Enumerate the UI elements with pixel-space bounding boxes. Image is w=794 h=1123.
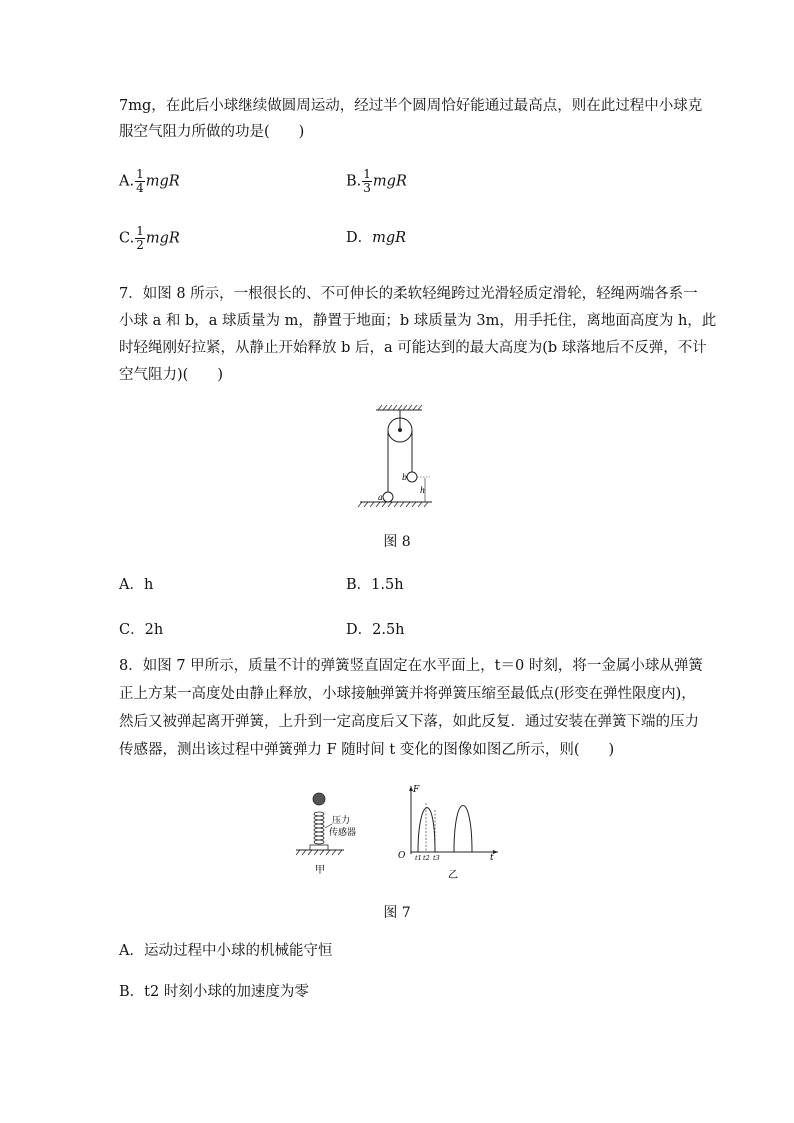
figure-7-caption: 图 7 [383,905,411,921]
metal-ball [313,793,325,805]
option-letter: B. [346,173,362,190]
q6-line2: 服空气阻力所做的功是( ) [119,124,305,140]
q8-line4: 传感器，测出该过程中弹簧弹力 F 随时间 t 变化的图像如图乙所示，则( ) [119,742,615,758]
q8-line2: 正上方某一高度处由静止释放，小球接触弹簧并将弹簧压缩至最低点(形变在弹性限度内)， [119,686,696,702]
tick-t2: t2 [423,854,430,862]
height-label: h [420,486,426,495]
q8-line1: 8．如图 7 甲所示，质量不计的弹簧竖直固定在水平面上，t＝0 时刻，将一金属小球从弹簧 [119,658,703,674]
q7-line2: 小球 a 和 b，a 球质量为 m，静置于地面；b 球质量为 3m，用手托住，离地面高度为 h，此 [119,313,717,329]
tick-t3: t3 [433,854,440,862]
q7-option-b[interactable]: B．1.5h [346,577,404,593]
figure-8-caption: 图 8 [383,534,411,550]
label-yi: 乙 [448,870,458,881]
option-text: mgR [145,173,180,190]
option-text: mgR [372,230,407,246]
q8-option-a[interactable]: A．运动过程中小球的机械能守恒 [119,943,333,959]
figure-7-graph [392,780,504,882]
first-bump [418,808,435,852]
origin-label: O [398,851,406,861]
option-letter: C. [119,230,135,247]
axis-f-label: F [413,785,420,795]
option-letter: D． [346,230,373,246]
sensor-label-1: 压力 [332,816,351,826]
ball-b-label: b [402,473,408,482]
q7-option-a[interactable]: A．h [119,577,154,593]
fraction: $\frac{1}{2}$ [136,224,144,252]
q7-line4: 空气阻力)( ) [119,367,223,383]
q8-option-b[interactable]: B．t2 时刻小球的加速度为零 [119,984,309,1000]
q6-option-a[interactable] [119,168,180,195]
tick-t1: t1 [415,854,422,862]
option-text: mgR [372,173,407,190]
q6-line1: 7mg，在此后小球继续做圆周运动，经过半个圆周恰好能通过最高点，则在此过程中小球克 [119,98,703,114]
option-letter: A. [119,173,135,190]
axis-t-label: t [490,853,494,863]
ball-a-label: a [378,493,383,502]
option-text: mgR [145,230,180,247]
q7-line3: 时轻绳刚好拉紧，从静止开始释放 b 后，a 可能达到的最大高度为(b 球落地后不反弹，不计 [119,340,707,356]
q7-option-d[interactable]: D．2.5h [346,622,405,638]
fraction: $\frac{1}{4}$ [136,167,144,195]
q6-option-d[interactable] [346,228,406,248]
q8-line3: 然后又被弹起离开弹簧，上升到一定高度后又下落，如此反复．通过安装在弹簧下端的压力 [119,714,699,730]
q6-option-b[interactable] [346,168,407,195]
second-bump [454,806,472,853]
pressure-sensor [310,845,328,850]
figure-7-spring [292,788,372,880]
sensor-label-2: 传感器 [329,828,357,838]
q7-option-c[interactable]: C．2h [119,622,164,638]
q7-line1: 7．如图 8 所示，一根很长的、不可伸长的柔软轻绳跨过光滑轻质定滑轮，轻绳两端各系一 [119,286,698,302]
figure-8-pulley [356,404,438,510]
label-jia: 甲 [315,865,325,876]
fraction: $\frac{1}{3}$ [363,167,371,195]
q6-option-c[interactable] [119,225,180,252]
spring [314,812,324,844]
